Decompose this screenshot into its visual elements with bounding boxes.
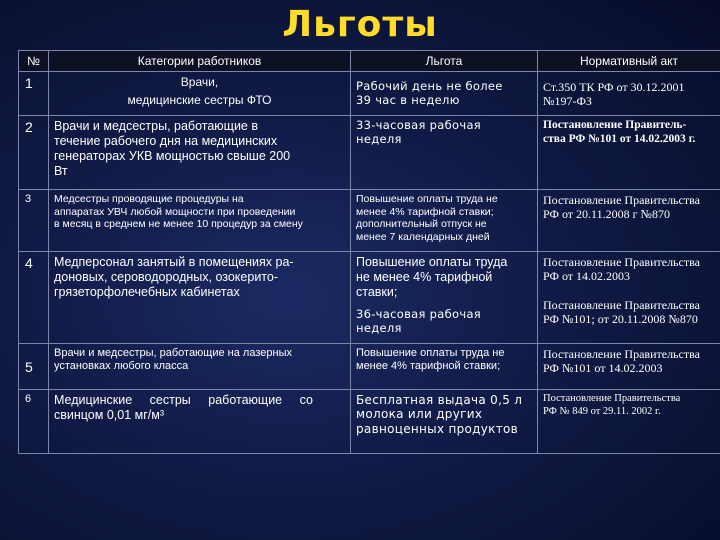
act-line: РФ №101; от 20.11.2008 №870 — [543, 312, 698, 327]
row-number: 6 — [19, 390, 49, 454]
benefit-cell — [351, 116, 538, 190]
benefit-cell — [351, 72, 538, 116]
header-number: № — [19, 51, 49, 72]
benefits-table — [18, 50, 720, 454]
benefit-line: молока или других — [356, 407, 483, 422]
category-line: генераторах УКВ мощностью свыше 200 — [54, 149, 291, 163]
table-row — [19, 116, 720, 190]
act-line: РФ от 14.02.2003 — [543, 269, 631, 284]
header-category: Категории работников — [49, 51, 351, 72]
benefit-line: неделя — [356, 320, 402, 335]
benefit-line: менее 7 календарных дней — [356, 230, 490, 243]
benefit-line: 39 час в неделю — [356, 93, 460, 107]
benefit-line: Повышение оплаты труда не — [356, 193, 498, 205]
benefit-line: Бесплатная выдача 0,5 л — [356, 393, 523, 407]
header-act: Нормативный акт — [538, 51, 720, 72]
category-cell — [49, 390, 351, 454]
benefit-cell — [351, 252, 538, 344]
category-line: Врачи и медсестры, работающие в — [54, 119, 258, 133]
table-row — [19, 390, 720, 454]
category-line: течение рабочего дня на медицинских — [54, 134, 278, 148]
row-number: 2 — [19, 116, 49, 190]
row-number: 4 — [19, 252, 49, 344]
category-line: Медперсонал занятый в помещениях ра- — [54, 255, 294, 269]
benefit-line: ставки; — [356, 285, 398, 299]
benefit-line: дополнительный отпуск не — [356, 218, 487, 231]
act-line: ства РФ №101 от 14.02.2003 г. — [543, 132, 696, 145]
category-line: грязеторфолечебных кабинетах — [54, 285, 240, 299]
act-cell — [538, 252, 720, 344]
act-line: РФ от 20.11.2008 г №870 — [543, 207, 670, 222]
act-line: Постановление Правитель- — [543, 119, 687, 131]
benefit-line: Повышение оплаты труда — [356, 255, 508, 269]
act-cell — [538, 344, 720, 390]
table-row — [19, 72, 720, 116]
act-line: РФ №101 от 14.02.2003 — [543, 361, 663, 376]
act-line: Постановление Правительства — [543, 297, 700, 312]
category-line: медицинские сестры ФТО — [127, 93, 272, 108]
benefit-line: неделя — [356, 131, 402, 146]
act-line: Постановление Правительства — [543, 255, 700, 269]
benefit-cell — [351, 390, 538, 454]
benefit-line: не менее 4% тарифной — [356, 270, 493, 284]
category-line: Врачи и медсестры, работающие на лазерных — [54, 347, 292, 359]
category-cell — [49, 190, 351, 252]
row-number: 3 — [19, 190, 49, 252]
benefit-line: Повышение оплаты труда не — [356, 347, 505, 359]
category-cell — [49, 344, 351, 390]
act-line: Постановление Правительства — [543, 393, 681, 404]
category-line: доновых, сероводородных, озокерито- — [54, 270, 279, 284]
table-row — [19, 344, 720, 390]
category-line: Врачи, — [180, 75, 219, 89]
category-cell — [49, 252, 351, 344]
table-row — [19, 190, 720, 252]
category-cell — [49, 72, 351, 116]
category-line: установках любого класса — [54, 360, 189, 373]
act-line: Ст.350 ТК РФ от 30.12.2001 — [543, 79, 685, 94]
act-cell — [538, 116, 720, 190]
benefit-line: равноценных продуктов — [356, 421, 519, 436]
page-title: Льготы — [282, 4, 438, 45]
act-line: №197-ФЗ — [543, 94, 592, 108]
act-cell — [538, 390, 720, 454]
category-line: Медсестры проводящие процедуры на — [54, 193, 244, 205]
category-line: Вт — [54, 164, 68, 178]
table-header-row — [19, 51, 720, 72]
category-line: аппаратах УВЧ любой мощности при проведении — [54, 205, 296, 218]
benefit-line: менее 4% тарифной ставки; — [356, 360, 501, 373]
act-cell — [538, 190, 720, 252]
category-line: свинцом 0,01 мг/м³ — [54, 408, 164, 422]
benefit-line: Рабочий день не более — [356, 79, 503, 94]
category-line: Медицинские сестры работающие со — [54, 393, 313, 407]
benefit-line: 33-часовая рабочая — [356, 118, 482, 132]
row-number: 1 — [19, 72, 49, 116]
table-row — [19, 252, 720, 344]
benefit-line: 36-часовая рабочая — [356, 307, 482, 321]
act-line: Постановление Правительства — [543, 347, 700, 361]
benefit-cell — [351, 344, 538, 390]
header-benefit: Льгота — [351, 51, 538, 72]
benefit-cell — [351, 190, 538, 252]
category-cell — [49, 116, 351, 190]
act-line: Постановление Правительства — [543, 193, 700, 207]
category-line: в месяц в среднем не менее 10 процедур за смену — [54, 218, 303, 231]
row-number: 5 — [19, 344, 49, 390]
benefit-line: менее 4% тарифной ставки; — [356, 205, 494, 218]
act-cell — [538, 72, 720, 116]
act-line: РФ № 849 от 29.11. 2002 г. — [543, 405, 661, 417]
